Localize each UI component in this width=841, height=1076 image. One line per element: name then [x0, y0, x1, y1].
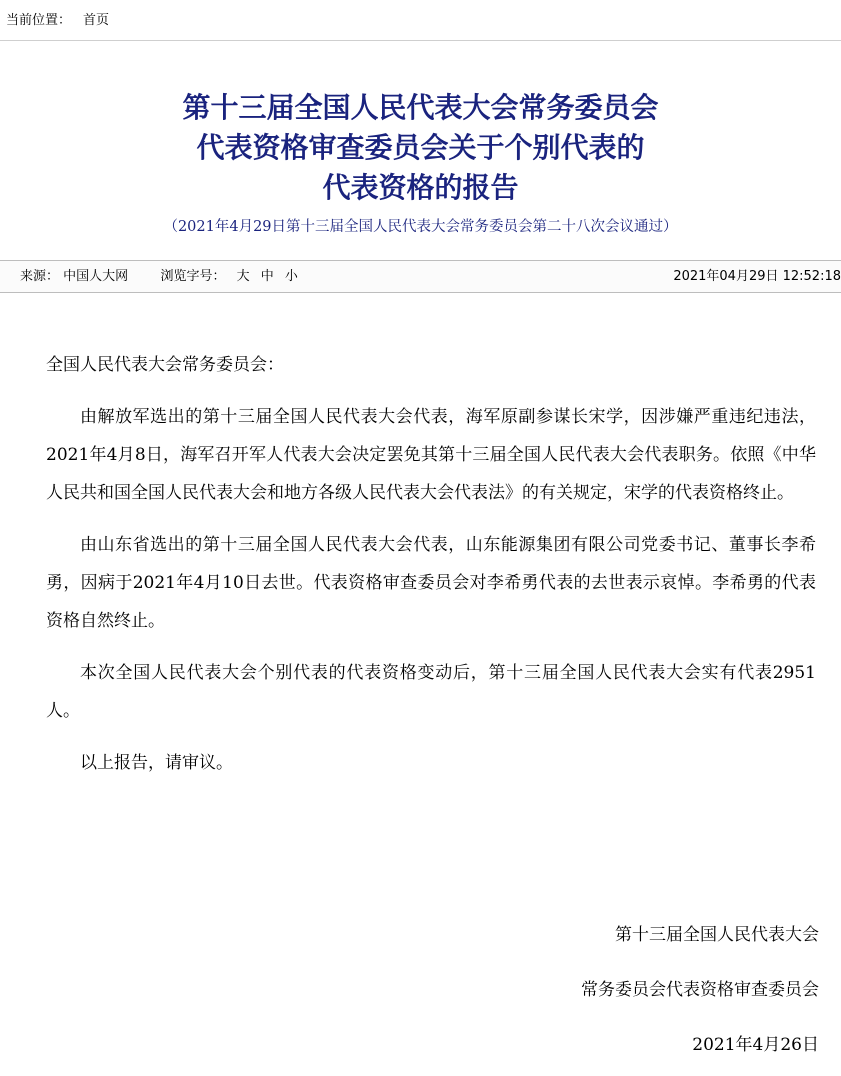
source-label: 来源： [20, 269, 60, 284]
breadcrumb [0, 0, 841, 41]
page-subtitle: （2021年4月29日第十三届全国人民代表大会常务委员会第二十八次会议通过） [163, 219, 678, 235]
signature-date: 2021年4月26日 [692, 1035, 819, 1055]
publish-datetime: 2021年04月29日 12:52:18 [673, 269, 841, 284]
signature-org-line-1: 第十三届全国人民代表大会 [615, 925, 819, 945]
paragraph-1: 由解放军选出的第十三届全国人民代表大会代表，海军原副参谋长宋学，因涉嫌严重违纪违法，2021年4月8日，海军召开军人代表大会决定罢免其第十三届全国人民代表大会代表职务。依照《中华人民共和国全国人民代表大会和地方各级人民代表大会代表法》的有关规定，宋学的代表资格终止。 [46, 407, 816, 503]
font-size-small-link[interactable]: 小 [284, 269, 298, 284]
source-value: 中国人大网 [63, 269, 129, 284]
font-size-large-link[interactable]: 大 [236, 269, 250, 284]
breadcrumb-home-link[interactable]: 首页 [83, 13, 110, 28]
article-body [46, 346, 816, 796]
font-size-label: 浏览字号： [160, 269, 226, 284]
paragraph-4: 以上报告，请审议。 [80, 753, 233, 773]
salutation: 全国人民代表大会常务委员会： [46, 355, 284, 375]
font-size-medium-link[interactable]: 中 [260, 269, 274, 284]
title-line-3: 代表资格的报告 [322, 171, 519, 204]
page-title [0, 88, 841, 208]
breadcrumb-label: 当前位置： [6, 13, 72, 28]
title-line-2: 代表资格审查委员会关于个别代表的 [196, 131, 645, 164]
signature-org-line-2: 常务委员会代表资格审查委员会 [581, 980, 819, 1000]
title-line-1: 第十三届全国人民代表大会常务委员会 [182, 91, 659, 124]
article-info-bar [0, 260, 841, 293]
paragraph-3: 本次全国人民代表大会个别代表的代表资格变动后，第十三届全国人民代表大会实有代表2951人。 [46, 663, 816, 721]
paragraph-2: 由山东省选出的第十三届全国人民代表大会代表，山东能源集团有限公司党委书记、董事长李希勇，因病于2021年4月10日去世。代表资格审查委员会对李希勇代表的去世表示哀悼。李希勇的代表资格自然终止。 [46, 535, 816, 631]
